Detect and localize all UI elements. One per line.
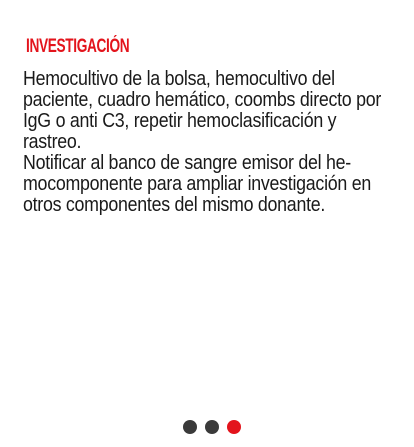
- page-indicator: [183, 420, 241, 434]
- page-dot-2[interactable]: [205, 420, 219, 434]
- body-paragraph-2: Notificar al banco de sangre emisor del hemocomponente para ampliar investigación en otros componentes del mismo donante.: [23, 152, 371, 216]
- page-dot-1[interactable]: [183, 420, 197, 434]
- page-dot-3-active[interactable]: [227, 420, 241, 434]
- section-title: INVESTIGACIÓN: [26, 36, 130, 57]
- body-paragraph-1: Hemocultivo de la bolsa, hemocultivo del paciente, cuadro hemático, coombs directo por IgG o anti C3, repetir hemoclasificación y rastreo.: [23, 68, 382, 153]
- section-body: [23, 69, 397, 216]
